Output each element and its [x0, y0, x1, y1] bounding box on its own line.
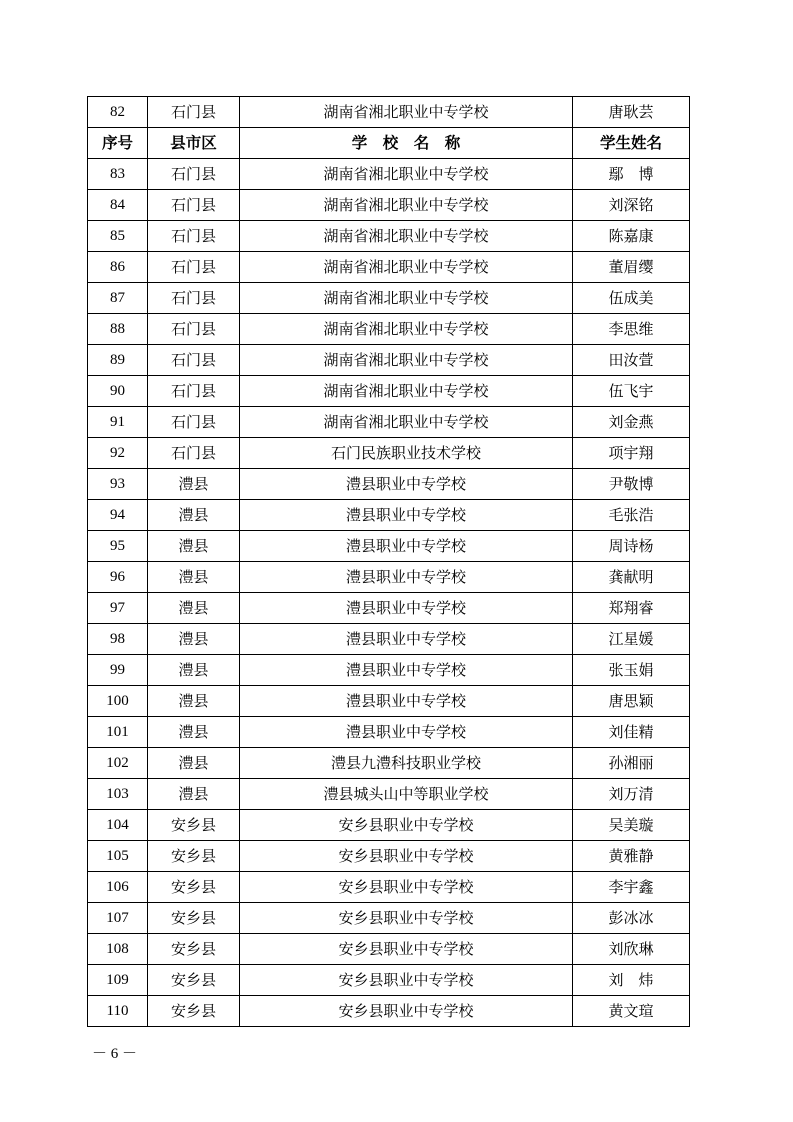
cell-seq: 82	[88, 97, 148, 128]
cell-county: 澧县	[148, 686, 240, 717]
cell-school: 湖南省湘北职业中专学校	[240, 159, 573, 190]
cell-seq: 89	[88, 345, 148, 376]
cell-student: 唐思颖	[573, 686, 690, 717]
cell-county: 澧县	[148, 779, 240, 810]
cell-school: 安乡县职业中专学校	[240, 903, 573, 934]
table-row	[88, 872, 690, 903]
cell-school: 安乡县职业中专学校	[240, 841, 573, 872]
cell-seq: 106	[88, 872, 148, 903]
cell-seq: 109	[88, 965, 148, 996]
table-row	[88, 996, 690, 1027]
cell-school: 湖南省湘北职业中专学校	[240, 190, 573, 221]
cell-school: 安乡县职业中专学校	[240, 934, 573, 965]
table-row	[88, 376, 690, 407]
cell-seq: 95	[88, 531, 148, 562]
cell-student: 陈嘉康	[573, 221, 690, 252]
cell-county: 安乡县	[148, 934, 240, 965]
cell-seq: 96	[88, 562, 148, 593]
cell-student: 刘万清	[573, 779, 690, 810]
cell-school: 澧县职业中专学校	[240, 531, 573, 562]
cell-seq: 84	[88, 190, 148, 221]
cell-school: 湖南省湘北职业中专学校	[240, 407, 573, 438]
table-row	[88, 748, 690, 779]
cell-school: 安乡县职业中专学校	[240, 965, 573, 996]
cell-county: 澧县	[148, 469, 240, 500]
cell-student: 刘深铭	[573, 190, 690, 221]
table-row	[88, 500, 690, 531]
cell-seq: 104	[88, 810, 148, 841]
table-row	[88, 965, 690, 996]
cell-county: 澧县	[148, 531, 240, 562]
header-county: 县市区	[148, 128, 240, 159]
table-row	[88, 779, 690, 810]
table-row	[88, 531, 690, 562]
cell-county: 安乡县	[148, 903, 240, 934]
cell-student: 吴美璇	[573, 810, 690, 841]
cell-seq: 107	[88, 903, 148, 934]
cell-county: 澧县	[148, 655, 240, 686]
cell-seq: 103	[88, 779, 148, 810]
cell-seq: 97	[88, 593, 148, 624]
cell-county: 石门县	[148, 190, 240, 221]
cell-county: 石门县	[148, 252, 240, 283]
cell-student: 周诗杨	[573, 531, 690, 562]
cell-county: 澧县	[148, 500, 240, 531]
cell-school: 石门民族职业技术学校	[240, 438, 573, 469]
cell-school: 澧县九澧科技职业学校	[240, 748, 573, 779]
header-student: 学生姓名	[573, 128, 690, 159]
cell-county: 石门县	[148, 221, 240, 252]
cell-county: 石门县	[148, 159, 240, 190]
cell-school: 湖南省湘北职业中专学校	[240, 283, 573, 314]
table-row	[88, 97, 690, 128]
table-row	[88, 159, 690, 190]
cell-school: 安乡县职业中专学校	[240, 872, 573, 903]
cell-student: 李思维	[573, 314, 690, 345]
cell-seq: 93	[88, 469, 148, 500]
cell-student: 江星媛	[573, 624, 690, 655]
cell-county: 石门县	[148, 407, 240, 438]
cell-school: 湖南省湘北职业中专学校	[240, 314, 573, 345]
cell-county: 石门县	[148, 438, 240, 469]
cell-seq: 88	[88, 314, 148, 345]
cell-school: 湖南省湘北职业中专学校	[240, 345, 573, 376]
cell-seq: 105	[88, 841, 148, 872]
header-school: 学 校 名 称	[240, 128, 573, 159]
cell-county: 澧县	[148, 748, 240, 779]
cell-student: 彭冰冰	[573, 903, 690, 934]
table-row	[88, 593, 690, 624]
table-header-row	[88, 128, 690, 159]
student-table-body	[88, 97, 690, 1027]
cell-student: 黄雅静	[573, 841, 690, 872]
cell-seq: 92	[88, 438, 148, 469]
cell-county: 石门县	[148, 314, 240, 345]
cell-seq: 94	[88, 500, 148, 531]
cell-school: 澧县职业中专学校	[240, 500, 573, 531]
cell-county: 安乡县	[148, 965, 240, 996]
cell-seq: 100	[88, 686, 148, 717]
page-number: － 6 －	[92, 1046, 138, 1062]
table-row	[88, 841, 690, 872]
cell-county: 安乡县	[148, 810, 240, 841]
cell-seq: 110	[88, 996, 148, 1027]
table-row	[88, 686, 690, 717]
cell-seq: 86	[88, 252, 148, 283]
table-row	[88, 934, 690, 965]
cell-seq: 101	[88, 717, 148, 748]
cell-seq: 87	[88, 283, 148, 314]
student-list-sheet	[87, 96, 689, 1027]
student-table	[87, 96, 690, 1027]
cell-seq: 90	[88, 376, 148, 407]
cell-county: 安乡县	[148, 841, 240, 872]
cell-county: 澧县	[148, 593, 240, 624]
cell-county: 安乡县	[148, 996, 240, 1027]
cell-school: 湖南省湘北职业中专学校	[240, 221, 573, 252]
cell-school: 澧县职业中专学校	[240, 624, 573, 655]
cell-school: 安乡县职业中专学校	[240, 996, 573, 1027]
cell-county: 澧县	[148, 562, 240, 593]
cell-school: 湖南省湘北职业中专学校	[240, 252, 573, 283]
cell-student: 郑翔睿	[573, 593, 690, 624]
cell-seq: 85	[88, 221, 148, 252]
cell-school: 安乡县职业中专学校	[240, 810, 573, 841]
table-row	[88, 655, 690, 686]
cell-student: 伍飞宇	[573, 376, 690, 407]
cell-student: 毛张浩	[573, 500, 690, 531]
cell-county: 石门县	[148, 345, 240, 376]
cell-student: 龚献明	[573, 562, 690, 593]
cell-student: 刘佳精	[573, 717, 690, 748]
cell-county: 石门县	[148, 97, 240, 128]
cell-county: 澧县	[148, 624, 240, 655]
cell-student: 刘 炜	[573, 965, 690, 996]
cell-student: 伍成美	[573, 283, 690, 314]
cell-county: 安乡县	[148, 872, 240, 903]
cell-school: 澧县职业中专学校	[240, 717, 573, 748]
table-row	[88, 624, 690, 655]
cell-county: 澧县	[148, 717, 240, 748]
cell-seq: 91	[88, 407, 148, 438]
cell-school: 澧县职业中专学校	[240, 686, 573, 717]
table-row	[88, 221, 690, 252]
cell-student: 黄文瑄	[573, 996, 690, 1027]
cell-school: 湖南省湘北职业中专学校	[240, 97, 573, 128]
cell-student: 唐耿芸	[573, 97, 690, 128]
table-row	[88, 345, 690, 376]
cell-student: 鄢 博	[573, 159, 690, 190]
cell-student: 董眉缨	[573, 252, 690, 283]
cell-student: 张玉娟	[573, 655, 690, 686]
header-seq: 序号	[88, 128, 148, 159]
table-row	[88, 438, 690, 469]
cell-student: 刘金燕	[573, 407, 690, 438]
cell-school: 澧县职业中专学校	[240, 655, 573, 686]
table-row	[88, 407, 690, 438]
cell-student: 李宇鑫	[573, 872, 690, 903]
table-row	[88, 190, 690, 221]
cell-student: 刘欣琳	[573, 934, 690, 965]
table-row	[88, 717, 690, 748]
cell-seq: 102	[88, 748, 148, 779]
cell-seq: 83	[88, 159, 148, 190]
cell-student: 项宇翔	[573, 438, 690, 469]
table-row	[88, 252, 690, 283]
cell-county: 石门县	[148, 376, 240, 407]
cell-student: 田汝萱	[573, 345, 690, 376]
cell-seq: 98	[88, 624, 148, 655]
cell-school: 湖南省湘北职业中专学校	[240, 376, 573, 407]
cell-student: 尹敬博	[573, 469, 690, 500]
cell-school: 澧县城头山中等职业学校	[240, 779, 573, 810]
table-row	[88, 562, 690, 593]
table-row	[88, 469, 690, 500]
cell-county: 石门县	[148, 283, 240, 314]
cell-student: 孙湘丽	[573, 748, 690, 779]
cell-seq: 108	[88, 934, 148, 965]
cell-school: 澧县职业中专学校	[240, 469, 573, 500]
table-row	[88, 810, 690, 841]
cell-school: 澧县职业中专学校	[240, 562, 573, 593]
table-row	[88, 314, 690, 345]
cell-school: 澧县职业中专学校	[240, 593, 573, 624]
table-row	[88, 903, 690, 934]
table-row	[88, 283, 690, 314]
cell-seq: 99	[88, 655, 148, 686]
